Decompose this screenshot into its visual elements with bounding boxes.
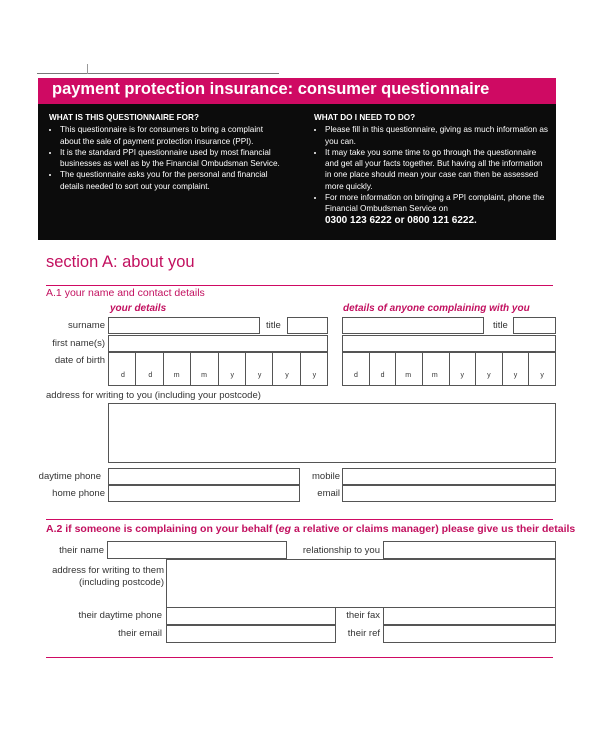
- other-details-heading: details of anyone complaining with you: [343, 303, 530, 314]
- address-label: address for writing to you (including your postcode): [46, 390, 261, 401]
- date-of-birth-grid[interactable]: [108, 352, 328, 386]
- dob-cell[interactable]: [136, 353, 163, 385]
- dob-char: y: [230, 372, 234, 379]
- info-right-item: • Please fill in this questionnaire, giving as much information as you can.: [325, 124, 549, 147]
- a1-rule: [46, 285, 553, 286]
- email-label: email: [317, 488, 340, 499]
- their-address-label: [20, 565, 164, 589]
- a2-prefix: A.2: [46, 523, 63, 535]
- a2-heading-part1: if someone is complaining on your behalf (: [65, 523, 279, 535]
- a1-prefix: A.1: [46, 287, 62, 299]
- a2-rule: [46, 519, 553, 520]
- info-left-column: [49, 112, 284, 192]
- other-first-names-field[interactable]: [342, 335, 556, 352]
- their-daytime-phone-label: their daytime phone: [78, 610, 162, 621]
- their-daytime-phone-field[interactable]: [166, 607, 336, 625]
- section-title: section A: about you: [46, 253, 195, 271]
- title-label: title: [266, 320, 281, 331]
- other-date-of-birth-grid[interactable]: [342, 352, 556, 386]
- info-left-heading: WHAT IS THIS QUESTIONNAIRE FOR?: [49, 113, 199, 122]
- address-field[interactable]: [108, 403, 556, 463]
- a2-heading-eg: eg: [278, 523, 292, 535]
- other-dob-cell[interactable]: [476, 353, 503, 385]
- other-dob-cell[interactable]: [423, 353, 450, 385]
- other-dob-cell[interactable]: [450, 353, 477, 385]
- info-right-heading: WHAT DO I NEED TO DO?: [314, 113, 416, 122]
- other-title-field[interactable]: [513, 317, 556, 334]
- info-right-item: [325, 192, 549, 226]
- top-rule: [37, 73, 279, 74]
- dob-cell[interactable]: [219, 353, 246, 385]
- other-dob-cell[interactable]: [370, 353, 397, 385]
- info-right-column: [314, 112, 549, 226]
- info-right-list: [314, 124, 549, 226]
- dob-char: m: [405, 372, 412, 379]
- mobile-label: mobile: [312, 471, 340, 482]
- bottom-rule: [46, 657, 553, 658]
- info-left-item: • It is the standard PPI questionnaire used by most financial businesses as well as by the Financial Ombudsman Service.: [60, 147, 284, 170]
- info-right-item-text: For more information on bringing a PPI complaint, phone the Financial Ombudsman Service on: [325, 193, 545, 214]
- top-rule-tick: [87, 64, 88, 74]
- date-of-birth-label: date of birth: [54, 355, 105, 366]
- their-address-field[interactable]: [166, 559, 556, 608]
- their-name-field[interactable]: [107, 541, 287, 559]
- info-left-item: • This questionnaire is for consumers to bring a complaint about the sale of payment protection insurance (PPI).: [60, 124, 284, 147]
- other-dob-cell[interactable]: [343, 353, 370, 385]
- page-title: payment protection insurance: consumer questionnaire: [52, 80, 490, 98]
- info-left-item: • The questionnaire asks you for the personal and financial details needed to sort out your complaint.: [60, 169, 284, 192]
- other-dob-cell[interactable]: [529, 353, 555, 385]
- dob-char: d: [121, 372, 125, 379]
- a1-heading: [46, 287, 205, 299]
- their-address-label-line1: address for writing to them: [52, 565, 164, 576]
- daytime-phone-label: daytime phone: [38, 471, 101, 482]
- dob-char: d: [354, 372, 358, 379]
- dob-char: d: [148, 372, 153, 379]
- their-ref-label: their ref: [347, 628, 380, 639]
- dob-char: y: [285, 372, 289, 379]
- dob-char: y: [257, 372, 262, 379]
- dob-cell[interactable]: [191, 353, 218, 385]
- daytime-phone-field[interactable]: [108, 468, 300, 485]
- first-names-field[interactable]: [108, 335, 328, 352]
- other-dob-cell[interactable]: [396, 353, 423, 385]
- info-right-item: • It may take you some time to go through the questionnaire and get all your facts together. But having all the information in one place should mean your case can then be assessed more quickly.: [325, 147, 549, 192]
- other-surname-field[interactable]: [342, 317, 484, 334]
- dob-cell[interactable]: [109, 353, 136, 385]
- dob-char: d: [380, 372, 385, 379]
- surname-label: surname: [68, 320, 105, 331]
- dob-char: y: [487, 372, 491, 379]
- info-left-list: [49, 124, 284, 192]
- their-name-label: their name: [59, 545, 104, 556]
- ombudsman-phone: 0300 123 6222 or 0800 121 6222.: [325, 214, 477, 226]
- a1-heading-text: your name and contact details: [64, 287, 205, 299]
- their-email-label: their email: [118, 628, 162, 639]
- other-dob-cell[interactable]: [503, 353, 530, 385]
- dob-cell[interactable]: [273, 353, 300, 385]
- their-address-label-line2: (including postcode): [78, 577, 164, 588]
- surname-field[interactable]: [108, 317, 260, 334]
- home-phone-label: home phone: [52, 488, 105, 499]
- dob-char: y: [460, 372, 464, 379]
- dob-cell[interactable]: [301, 353, 327, 385]
- dob-char: m: [173, 372, 180, 379]
- first-names-label: first name(s): [52, 338, 105, 349]
- email-field[interactable]: [342, 485, 556, 502]
- dob-char: y: [312, 372, 317, 379]
- title-field[interactable]: [287, 317, 328, 334]
- a2-heading: [46, 523, 575, 535]
- relationship-label: relationship to you: [302, 545, 380, 556]
- dob-char: y: [540, 372, 544, 379]
- home-phone-field[interactable]: [108, 485, 300, 502]
- your-details-heading: your details: [110, 303, 167, 314]
- dob-cell[interactable]: [164, 353, 191, 385]
- relationship-field[interactable]: [383, 541, 556, 559]
- mobile-field[interactable]: [342, 468, 556, 485]
- dob-cell[interactable]: [246, 353, 273, 385]
- a2-heading-part2: a relative or claims manager) please give us their details: [291, 523, 576, 535]
- their-fax-field[interactable]: [383, 607, 556, 625]
- their-ref-field[interactable]: [383, 625, 556, 643]
- other-title-label: title: [493, 320, 508, 331]
- dob-char: y: [513, 372, 518, 379]
- their-fax-label: their fax: [346, 610, 380, 621]
- info-box: [38, 104, 556, 240]
- dob-char: m: [431, 372, 438, 379]
- their-email-field[interactable]: [166, 625, 336, 643]
- dob-char: m: [201, 372, 207, 379]
